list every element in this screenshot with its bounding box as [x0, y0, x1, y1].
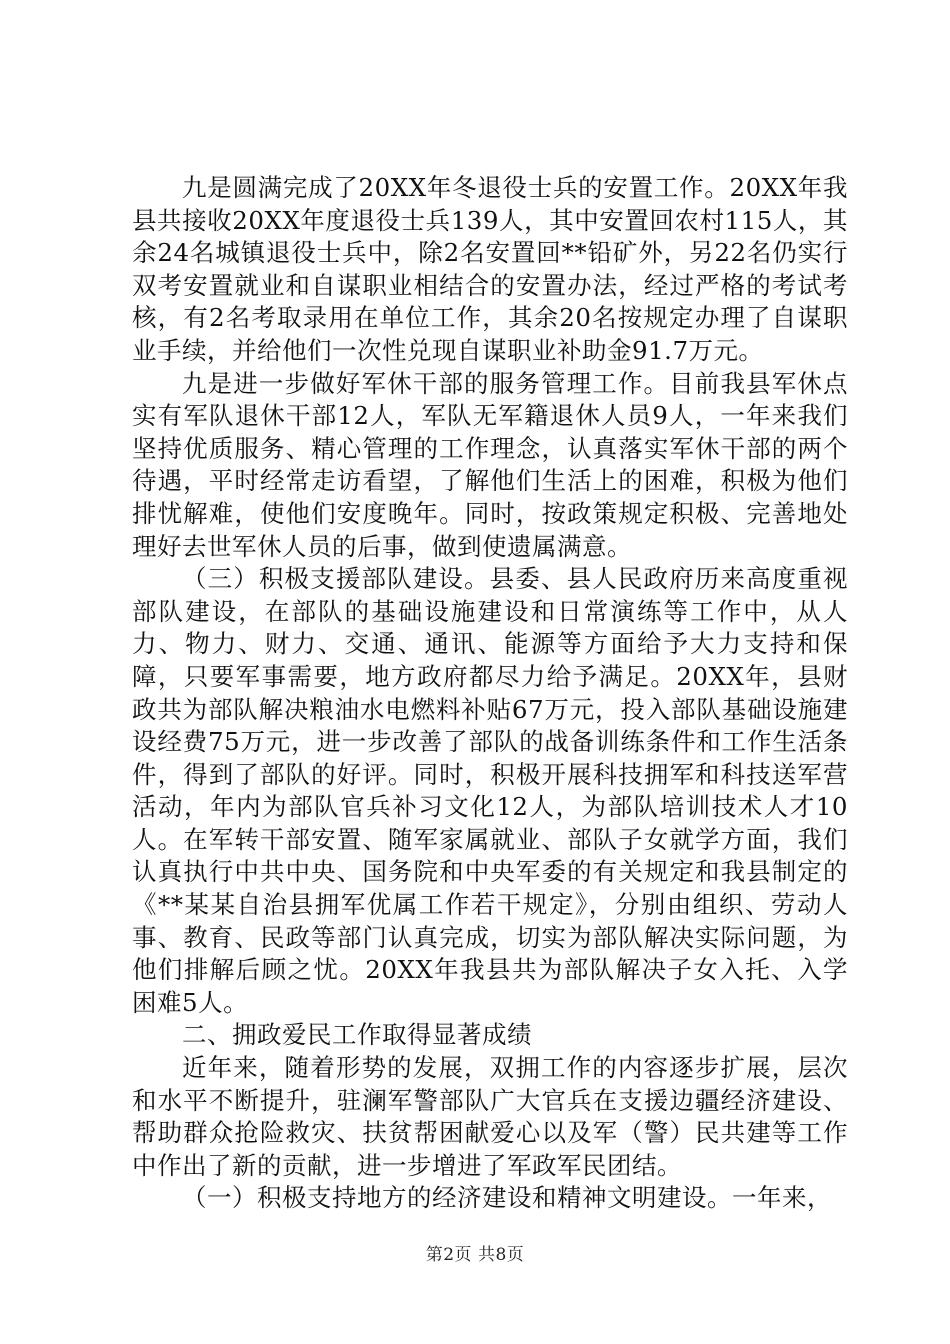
- paragraph-support-army: （三）积极支援部队建设。县委、县人民政府历来高度重视部队建设，在部队的基础设施建设和日常演练等工作中，从人力、物力、财力、交通、通讯、能源等方面给予大力支持和保障，只要军事需要，地方政府都尽力给予满足。20XX年，县财政共为部队解决粮油水电燃料补贴67万元，投入部队基础设施建设经费75万元，进一步改善了部队的战备训练条件和工作生活条件，得到了部队的好评。同时，积极开展科技拥军和科技送军营活动，年内为部队官兵补习文化12人，为部队培训技术人才10人。在军转干部安置、随军家属就业、部队子女就学方面，我们认真执行中共中央、国务院和中央军委的有关规定和我县制定的《**某某自治县拥军优属工作若干规定》，分别由组织、劳动人事、教育、民政等部门认真完成，切实为部队解决实际问题，为他们排解后顾之忧。20XX年我县共为部队解决子女入托、入学困难5人。: [132, 564, 848, 1017]
- document-body: [132, 172, 848, 1215]
- paragraph-retired-cadres: 九是进一步做好军休干部的服务管理工作。目前我县军休点实有军队退休干部12人，军队无军籍退休人员9人，一年来我们坚持优质服务、精心管理的工作理念，认真落实军休干部的两个待遇，平时经常走访看望，了解他们生活上的困难，积极为他们排忧解难，使他们安度晚年。同时，按政策规定积极、完善地处理好去世军休人员的后事，做到使遗属满意。: [132, 368, 848, 561]
- paragraph-economic-support: （一）积极支持地方的经济建设和精神文明建设。一年来，: [182, 1183, 832, 1213]
- paragraph-army-achievements: 近年来，随着形势的发展，双拥工作的内容逐步扩展，层次和水平不断提升，驻澜军警部队广大官兵在支援边疆经济建设、帮助群众抢险救灾、扶贫帮困献爱心以及军（警）民共建等工作中作出了新的贡献，进一步增进了军政军民团结。: [132, 1053, 848, 1180]
- paragraph-veteran-resettlement: 九是圆满完成了20XX年冬退役士兵的安置工作。20XX年我县共接收20XX年度退役士兵139人，其中安置回农村115人，其余24名城镇退役士兵中，除2名安置回**铅矿外，另22名仍实行双考安置就业和自谋职业相结合的安置办法，经过严格的考试考核，有2名考取录用在单位工作，其余20名按规定办理了自谋职业手续，并给他们一次性兑现自谋职业补助金91.7万元。: [132, 173, 848, 365]
- page-footer: 第2页 共8页: [425, 1245, 525, 1265]
- section-heading: 二、拥政爱民工作取得显著成绩: [182, 1020, 532, 1050]
